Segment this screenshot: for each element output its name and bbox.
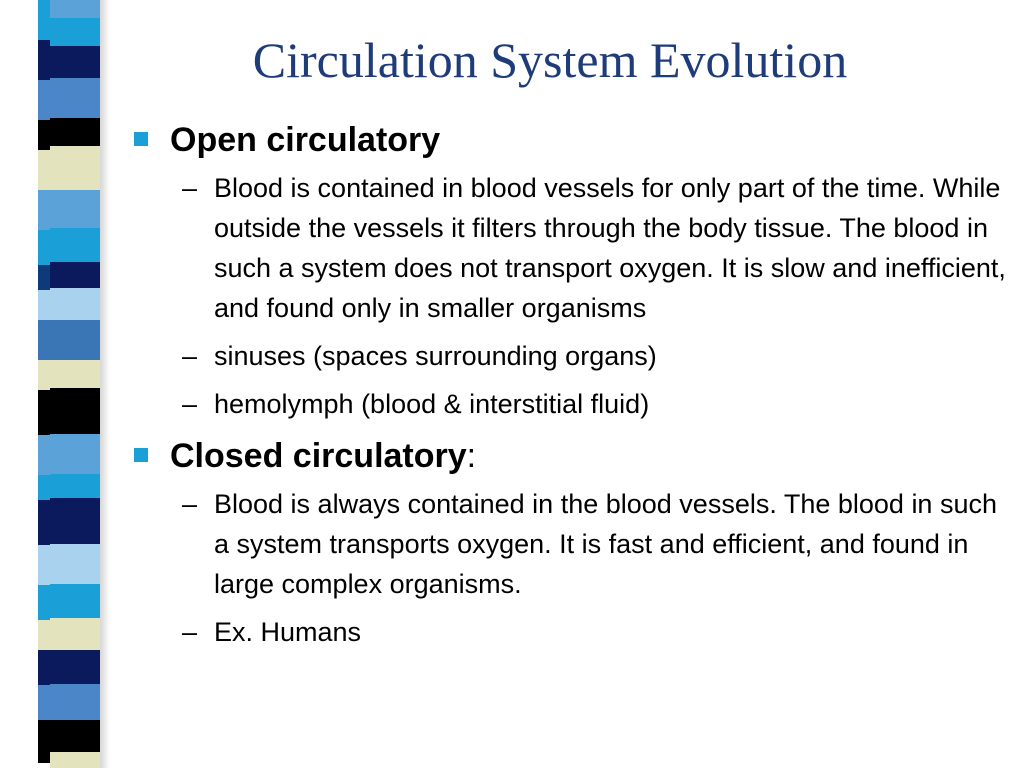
strip-shadow — [100, 0, 110, 768]
sub-bullet-text: Blood is always contained in the blood vessels. The blood in such a system transports oxygen. It is fast and efficient, and found in large complex organisms. — [214, 489, 997, 599]
sub-bullet-item — [130, 384, 1010, 424]
heading-text: Open circulatory — [170, 121, 441, 159]
square-bullet-icon — [134, 132, 148, 146]
dash-marker: – — [182, 389, 198, 419]
sub-bullet-list — [130, 484, 1010, 652]
stripe-column-left — [38, 0, 50, 768]
dash-marker: – — [182, 489, 198, 519]
sub-bullet-list — [130, 168, 1010, 424]
section-open-circulatory — [130, 118, 1010, 424]
dash-marker: – — [182, 341, 198, 371]
section-closed-circulatory — [130, 434, 1010, 652]
heading-suffix: : — [466, 437, 477, 475]
slide-content — [130, 118, 1010, 662]
square-bullet-icon — [134, 448, 148, 462]
sub-bullet-text: Ex. Humans — [214, 617, 362, 647]
sub-bullet-text: sinuses (spaces surrounding organs) — [214, 341, 657, 371]
sub-bullet-text: Blood is contained in blood vessels for only part of the time. While outside the vessels it filters through the body tissue. The blood in such a system does not transport oxygen. It is slow and inefficient, and found only in smaller organisms — [214, 173, 1006, 323]
stripe-column-right — [50, 0, 100, 768]
slide-title: Circulation System Evolution — [252, 32, 848, 88]
heading-text: Closed circulatory — [170, 437, 467, 475]
decorative-stripe-band — [38, 0, 100, 768]
sub-bullet-text: hemolymph (blood & interstitial fluid) — [214, 389, 650, 419]
bullet-heading-closed — [130, 434, 1010, 478]
sub-bullet-item — [130, 612, 1010, 652]
dash-marker: – — [182, 617, 198, 647]
sub-bullet-item — [130, 484, 1010, 604]
sub-bullet-item — [130, 168, 1010, 328]
bullet-heading-open — [130, 118, 1010, 162]
sub-bullet-item — [130, 336, 1010, 376]
dash-marker: – — [182, 173, 198, 203]
